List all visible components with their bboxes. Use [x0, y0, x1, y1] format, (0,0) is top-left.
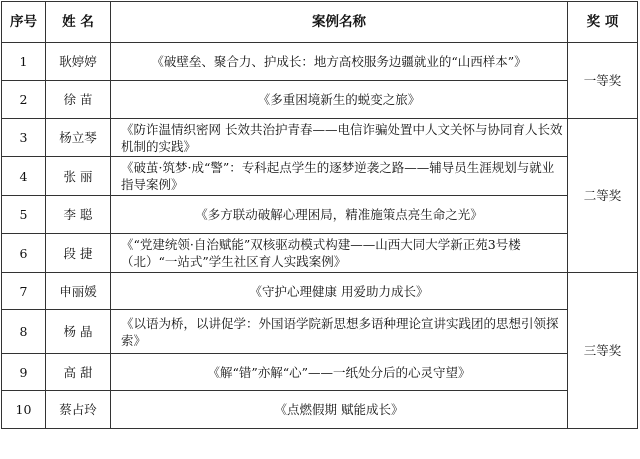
row-no: 7	[2, 273, 46, 310]
header-row	[2, 2, 638, 43]
header-award: 奖 项	[568, 2, 638, 43]
row-case: 《点燃假期 赋能成长》	[111, 391, 568, 429]
header-case: 案例名称	[111, 2, 568, 43]
table-row	[2, 354, 638, 391]
award-third: 三等奖	[568, 273, 638, 429]
table-row	[2, 273, 638, 310]
row-no: 4	[2, 157, 46, 196]
row-name: 蔡占玲	[46, 391, 111, 429]
header-name: 姓 名	[46, 2, 111, 43]
row-name: 李 聪	[46, 196, 111, 234]
table-row	[2, 196, 638, 234]
header-no: 序号	[2, 2, 46, 43]
row-case: 《以语为桥，以讲促学：外国语学院新思想多语种理论宣讲实践团的思想引领探索》	[111, 310, 568, 354]
row-case: 《多重困境新生的蜕变之旅》	[111, 81, 568, 119]
row-case: 《防诈温情织密网 长效共治护青春——电信诈骗处置中人文关怀与协同育人长效机制的实践》	[111, 119, 568, 157]
table-row	[2, 310, 638, 354]
awards-table	[1, 1, 638, 429]
award-first: 一等奖	[568, 43, 638, 119]
row-name: 申丽媛	[46, 273, 111, 310]
row-name: 高 甜	[46, 354, 111, 391]
row-no: 5	[2, 196, 46, 234]
row-name: 杨 晶	[46, 310, 111, 354]
row-name: 张 丽	[46, 157, 111, 196]
row-case: 《解“错”亦解“心”——一纸处分后的心灵守望》	[111, 354, 568, 391]
row-name: 段 捷	[46, 234, 111, 273]
row-case: 《守护心理健康 用爱助力成长》	[111, 273, 568, 310]
row-no: 3	[2, 119, 46, 157]
table-row	[2, 81, 638, 119]
row-no: 9	[2, 354, 46, 391]
table-row	[2, 157, 638, 196]
row-no: 1	[2, 43, 46, 81]
row-name: 徐 苗	[46, 81, 111, 119]
table-row	[2, 234, 638, 273]
row-name: 耿婷婷	[46, 43, 111, 81]
row-no: 6	[2, 234, 46, 273]
row-no: 2	[2, 81, 46, 119]
row-case: 《多方联动破解心理困局，精准施策点亮生命之光》	[111, 196, 568, 234]
row-case: 《破茧·筑梦·成“警”：专科起点学生的逐梦逆袭之路——辅导员生涯规划与就业指导案例》	[111, 157, 568, 196]
row-no: 10	[2, 391, 46, 429]
row-name: 杨立琴	[46, 119, 111, 157]
table-row	[2, 391, 638, 429]
table-row	[2, 43, 638, 81]
row-no: 8	[2, 310, 46, 354]
award-second: 二等奖	[568, 119, 638, 273]
row-case: 《破壁垒、聚合力、护成长：地方高校服务边疆就业的“山西样本”》	[111, 43, 568, 81]
table-row	[2, 119, 638, 157]
row-case: 《“党建统领·自治赋能”双核驱动模式构建——山西大同大学新正苑3号楼（北）“一站式”学生社区育人实践案例》	[111, 234, 568, 273]
